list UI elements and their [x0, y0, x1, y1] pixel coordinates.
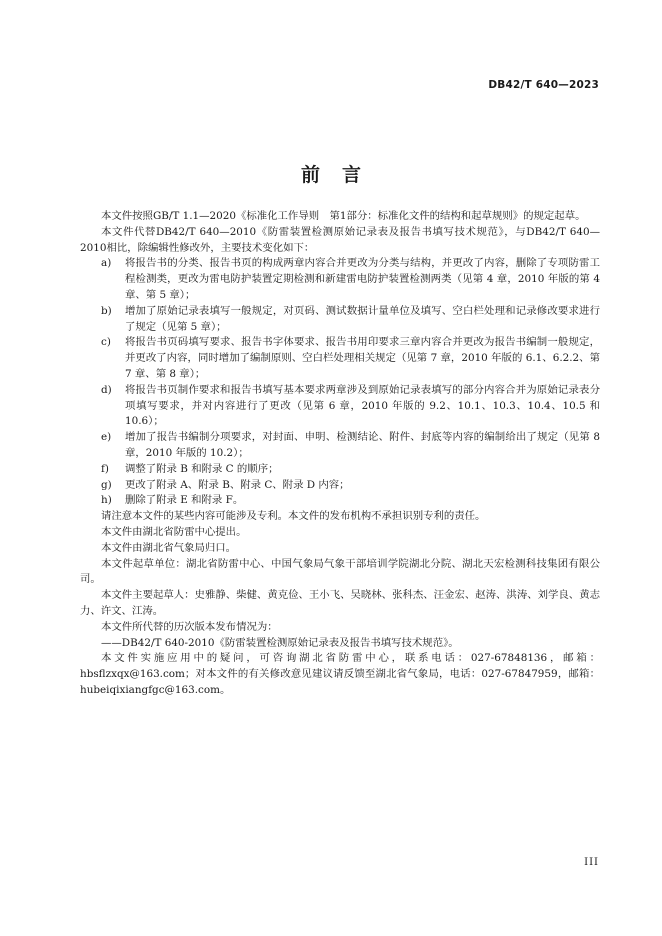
list-item	[80, 335, 600, 382]
list-item	[80, 256, 600, 303]
list-item-label: e)	[101, 431, 112, 444]
paragraph: 请注意本文件的某些内容可能涉及专利。本文件的发布机构不承担识别专利的责任。	[101, 510, 486, 523]
list-item-text: 更改了附录 A、附录 B、附录 C、附录 D 内容；	[125, 478, 350, 491]
paragraph: 本文件所代替的历次版本发布情况为：	[101, 620, 278, 633]
paragraph: 本文件实施应用中的疑问，可咨询湖北省防雷中心，联系电话：027-67848136，邮箱：hbsflzxqx@163.com；对本文件的有关修改意见建议请反馈至湖北省气象局，电话：027-67847959，邮箱：hubeiqixiangfgc@163.com。	[80, 652, 600, 696]
list-item	[80, 304, 600, 336]
list-item-label: b)	[101, 304, 112, 317]
list-item-text: 增加了原始记录表填写一般规定，对页码、测试数据计量单位及填写、空白栏处理和记录修改要求进行了规定（见第 5 章）；	[125, 304, 600, 333]
list-item	[80, 462, 600, 478]
page-title: 前言	[300, 164, 383, 186]
paragraph: 本文件由湖北省防雷中心提出。	[101, 525, 247, 538]
list-item	[80, 383, 600, 430]
list-item	[80, 478, 600, 494]
list-item-text: 删除了附录 E 和附录 F。	[125, 494, 244, 507]
document-body	[80, 209, 600, 699]
list-item-text: 将报告书的分类、报告书页的构成两章内容合并更改为分类与结构，并更改了内容，删除了专项防雷工程检测类，更改为雷电防护装置定期检测和新建雷电防护装置检测两类（见第 4 章，2010 年版的第 4 章、第 5 章）；	[125, 257, 600, 301]
list-item-label: a)	[101, 257, 112, 270]
paragraph: 本文件按照GB/T 1.1—2020《标准化工作导则 第1部分：标准化文件的结构和起草规则》的规定起草。	[101, 210, 586, 222]
list-item-text: 将报告书页制作要求和报告书填写基本要求两章涉及到原始记录表填写的部分内容合并为原始记录表分项填写要求，并对内容进行了更改（见第 6 章，2010 年版的 9.2、10.1、10.3、10.4、10.5 和 10.6）；	[125, 383, 600, 428]
list-item-text: 增加了报告书编制分项要求，对封面、申明、检测结论、附件、封底等内容的编制给出了规定（见第 8 章，2010 年版的 10.2）；	[125, 431, 600, 459]
paragraph: ——DB42/T 640-2010《防雷装置检测原始记录表及报告书填写技术规范》。	[101, 636, 459, 649]
list-item-label: h)	[101, 494, 112, 507]
paragraph: 本文件由湖北省气象局归口。	[101, 541, 237, 554]
list-item-text: 调整了附录 B 和附录 C 的顺序；	[125, 462, 279, 475]
list-item-label: g)	[101, 478, 112, 491]
page-number: III	[584, 857, 599, 868]
paragraph: 本文件主要起草人：史雅静、柴健、黄克俭、王小飞、吴晓林、张科杰、汪金宏、赵涛、洪涛、刘学良、黄志力、许文、江涛。	[80, 589, 600, 617]
standard-number: DB42/T 640—2023	[488, 79, 599, 91]
list-item	[80, 493, 600, 509]
list-item-label: f)	[101, 462, 109, 475]
changes-list	[80, 256, 600, 509]
list-item-label: c)	[101, 336, 111, 349]
list-item	[80, 430, 600, 462]
paragraph: 本文件代替DB42/T 640—2010《防雷装置检测原始记录表及报告书填写技术规范》，与DB42/T 640—2010相比，除编辑性修改外，主要技术变化如下：	[80, 225, 600, 254]
list-item-label: d)	[101, 383, 112, 396]
list-item-text: 将报告书页码填写要求、报告书字体要求、报告书用印要求三章内容合并更改为报告书编制一般规定，并更改了内容，同时增加了编制原则、空白栏处理相关规定（见第 7 章，2010 年版的 6.1、6.2.2、第 7 章、第 8 章）；	[125, 336, 600, 380]
paragraph: 本文件起草单位：湖北省防雷中心、中国气象局气象干部培训学院湖北分院、湖北天宏检测科技集团有限公司。	[80, 557, 600, 586]
